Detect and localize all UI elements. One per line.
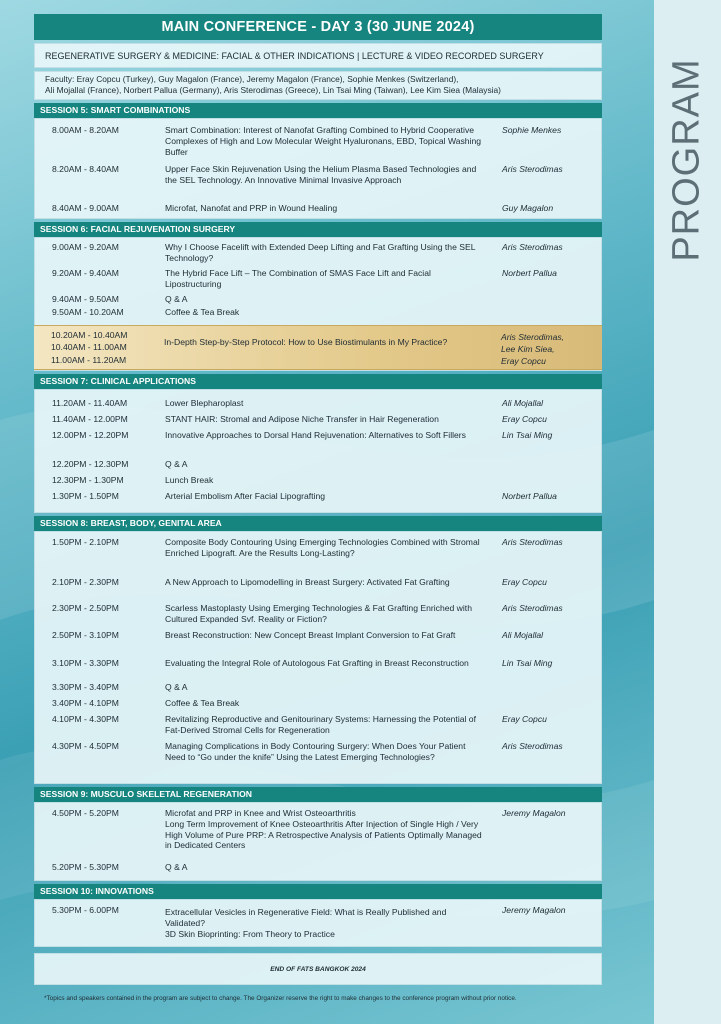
row-topic: Innovative Approaches to Dorsal Hand Rejuvenation: Alternatives to Soft Fillers — [165, 430, 466, 440]
footnote: *Topics and speakers contained in the program are subject to change. The Organizer reserve the right to make changes to the conference program without prior notice. — [44, 995, 517, 1002]
row-time: 11.40AM - 12.00PM — [52, 414, 128, 424]
row-time: 10.20AM - 10.40AM — [51, 330, 128, 340]
row-time: 2.10PM - 2.30PM — [52, 577, 119, 587]
end-banner: END OF FATS BANGKOK 2024 — [34, 953, 602, 985]
row-speaker: Lee Kim Siea, — [501, 344, 555, 354]
row-topic: Composite Body Contouring Using Emerging Technologies Combined with Stromal Enriched Lipograft. Are the Results Long-Lasting? — [165, 537, 480, 558]
row-time: 5.30PM - 6.00PM — [52, 905, 119, 915]
row-topic: Upper Face Skin Rejuvenation Using the Helium Plasma Based Technologies and the SEL Technology. An Innovative Minimal Invasive Approach — [165, 164, 477, 185]
row-speaker: Ali Mojallal — [502, 630, 544, 640]
row-speaker: Ali Mojallal — [502, 398, 544, 408]
row-speaker: Sophie Menkes — [502, 125, 562, 135]
session-6-header: SESSION 6: FACIAL REJUVENATION SURGERY — [34, 222, 602, 237]
session-5-header: SESSION 5: SMART COMBINATIONS — [34, 103, 602, 118]
row-speaker: Lin Tsai Ming — [502, 658, 553, 668]
row-topic: Coffee & Tea Break — [165, 307, 240, 317]
row-topic: Managing Complications in Body Contouring Surgery: When Does Your Patient Need to “Go under the knife” Using the Latest Emerging Technologies? — [165, 741, 466, 762]
row-topic: Q & A — [165, 459, 188, 469]
row-topic: Lower Blepharoplast — [165, 398, 244, 408]
row-topic: Breast Reconstruction: New Concept Breast Implant Conversion to Fat Graft — [165, 630, 456, 640]
row-time: 12.20PM - 12.30PM — [52, 459, 129, 469]
row-topic-line-1: Extracellular Vesicles in Regenerative Field: What is Really Published and Validated? — [165, 907, 447, 928]
row-topic-line-1: Microfat and PRP in Knee and Wrist Osteoarthritis — [165, 808, 356, 818]
row-speaker: Norbert Pallua — [502, 491, 557, 501]
row-time: 8.00AM - 8.20AM — [52, 125, 119, 135]
row-topic: In-Depth Step-by-Step Protocol: How to Use Biostimulants in My Practice? — [164, 337, 448, 347]
row-speaker: Lin Tsai Ming — [502, 430, 553, 440]
row-topic-line-2: 3D Skin Bioprinting: From Theory to Practice — [165, 928, 335, 939]
row-topic — [165, 808, 483, 851]
row-topic: Q & A — [165, 682, 188, 692]
row-time: 10.40AM - 11.00AM — [51, 342, 127, 352]
program-container — [34, 14, 602, 985]
row-topic: STANT HAIR: Stromal and Adipose Niche Transfer in Hair Regeneration — [165, 414, 439, 424]
row-speaker: Eray Copcu — [501, 356, 546, 366]
row-topic: Lunch Break — [165, 475, 214, 485]
row-time: 8.40AM - 9.00AM — [52, 203, 119, 213]
row-time: 2.30PM - 2.50PM — [52, 603, 119, 613]
track-topic: REGENERATIVE SURGERY & MEDICINE: FACIAL & OTHER INDICATIONS | LECTURE & VIDEO RECORDED SURGERY — [34, 43, 602, 68]
row-speaker: Aris Sterodimas — [502, 537, 563, 547]
session-8-body — [34, 531, 602, 784]
row-time: 4.10PM - 4.30PM — [52, 714, 119, 724]
row-time: 12.30PM - 1.30PM — [52, 475, 124, 485]
row-time: 3.10PM - 3.30PM — [52, 658, 119, 668]
session-10-body — [34, 899, 602, 947]
row-time: 3.40PM - 4.10PM — [52, 698, 119, 708]
session-5-body — [34, 118, 602, 219]
row-speaker: Aris Sterodimas, — [501, 332, 565, 342]
row-speaker: Jeremy Magalon — [502, 808, 566, 818]
row-topic: A New Approach to Lipomodelling in Breast Surgery: Activated Fat Grafting — [165, 577, 450, 587]
row-speaker: Jeremy Magalon — [502, 905, 566, 915]
row-time: 9.00AM - 9.20AM — [52, 242, 119, 252]
row-time: 9.50AM - 10.20AM — [52, 307, 124, 317]
row-speaker: Aris Sterodimas — [502, 242, 563, 252]
row-topic-line-2: Long Term Improvement of Knee Osteoarthritis After Injection of Single High / Very High Volume of Pure PRP: A Retrospective Analysis of Patients Optimally Managed in Dedicated Centers — [165, 818, 482, 851]
row-time: 2.50PM - 3.10PM — [52, 630, 119, 640]
row-speaker: Aris Sterodimas — [502, 164, 563, 174]
session-7-body — [34, 389, 602, 513]
row-topic: Smart Combination: Interest of Nanofat Grafting Combined to Hybrid Cooperative Complexes of High and Low Molecular Weight Hyaluronans, EBD, Topical Washing Buffer — [165, 125, 482, 157]
row-topic — [165, 907, 483, 939]
side-label: PROGRAM — [665, 58, 708, 262]
page-title: MAIN CONFERENCE - DAY 3 (30 JUNE 2024) — [34, 14, 602, 40]
row-time: 5.20PM - 5.30PM — [52, 862, 119, 872]
session-7-header: SESSION 7: CLINICAL APPLICATIONS — [34, 374, 602, 389]
row-topic: Microfat, Nanofat and PRP in Wound Healing — [165, 203, 338, 213]
row-time: 1.50PM - 2.10PM — [52, 537, 119, 547]
row-topic: Evaluating the Integral Role of Autologous Fat Grafting in Breast Reconstruction — [165, 658, 469, 668]
row-speaker: Eray Copcu — [502, 577, 547, 587]
highlighted-session — [34, 325, 602, 370]
row-topic: Q & A — [165, 862, 188, 872]
session-8-header: SESSION 8: BREAST, BODY, GENITAL AREA — [34, 516, 602, 531]
row-topic: The Hybrid Face Lift – The Combination of SMAS Face Lift and Facial Lipostructuring — [165, 268, 431, 289]
faculty-line-2: Ali Mojallal (France), Norbert Pallua (Germany), Aris Sterodimas (Greece), Lin Tsai Ming (Taiwan), Lee Kim Siea (Malaysia) — [45, 85, 501, 95]
row-speaker: Eray Copcu — [502, 414, 547, 424]
session-9-body — [34, 802, 602, 881]
row-time: 8.20AM - 8.40AM — [52, 164, 119, 174]
row-topic: Revitalizing Reproductive and Genitourinary Systems: Harnessing the Potential of Fat-Derived Stromal Cells for Regeneration — [165, 714, 476, 735]
row-topic: Arterial Embolism After Facial Lipografting — [165, 491, 326, 501]
session-6-body — [34, 237, 602, 371]
row-speaker: Eray Copcu — [502, 714, 547, 724]
row-time: 4.50PM - 5.20PM — [52, 808, 119, 818]
row-time: 12.00PM - 12.20PM — [52, 430, 129, 440]
row-speaker: Norbert Pallua — [502, 268, 557, 278]
row-time: 4.30PM - 4.50PM — [52, 741, 119, 751]
row-time: 3.30PM - 3.40PM — [52, 682, 119, 692]
session-10-header: SESSION 10: INNOVATIONS — [34, 884, 602, 899]
row-time: 11.00AM - 11.20AM — [51, 355, 127, 365]
row-time: 1.30PM - 1.50PM — [52, 491, 119, 501]
row-topic: Scarless Mastoplasty Using Emerging Technologies & Fat Grafting Enriched with Cultured Expanded Svf. Reality or Fiction? — [165, 603, 472, 624]
row-topic: Q & A — [165, 294, 188, 304]
faculty-list — [34, 71, 602, 100]
row-topic: Coffee & Tea Break — [165, 698, 240, 708]
row-time: 9.40AM - 9.50AM — [52, 294, 119, 304]
row-speaker: Guy Magalon — [502, 203, 554, 213]
row-speaker: Aris Sterodimas — [502, 603, 563, 613]
row-speaker: Aris Sterodimas — [502, 741, 563, 751]
row-topic: Why I Choose Facelift with Extended Deep Lifting and Fat Grafting Using the SEL Technology? — [165, 242, 476, 263]
session-9-header: SESSION 9: MUSCULO SKELETAL REGENERATION — [34, 787, 602, 802]
row-time: 11.20AM - 11.40AM — [52, 398, 128, 408]
row-time: 9.20AM - 9.40AM — [52, 268, 119, 278]
faculty-line-1: Faculty: Eray Copcu (Turkey), Guy Magalon (France), Jeremy Magalon (France), Sophie Menkes (Switzerland), — [45, 74, 459, 84]
